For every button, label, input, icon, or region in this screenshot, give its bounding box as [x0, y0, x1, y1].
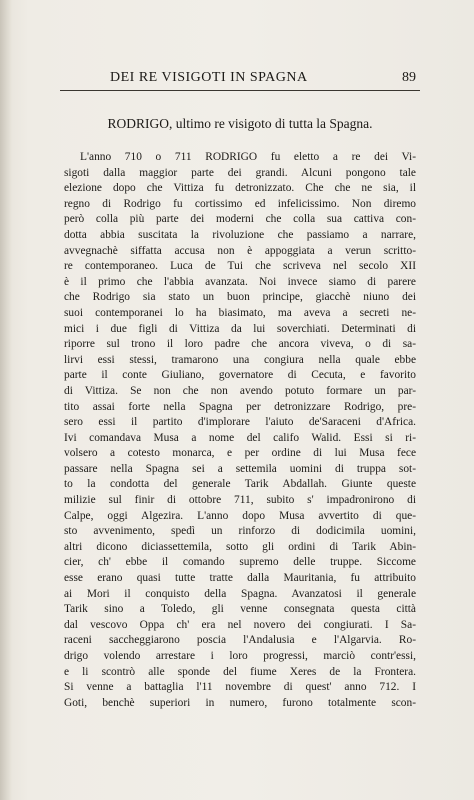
text-line: però colla più parte dei moderni che colla sua cattiva con- [64, 213, 416, 226]
text-line: Tarik sino a Toledo, gli venne consegnata questa città [64, 603, 416, 616]
text-line: suoi contemporanei lo ha biasimato, ma aveva a secreti ne- [64, 306, 416, 319]
text-line: Ivi comandava Musa a nome del califo Walid. Essi si ri- [64, 431, 416, 444]
text-line: e li scontrò alle sponde del fiume Xeres de la Frontera. [64, 665, 416, 678]
text-line: milizie sul finir di ottobre 711, subito s' impadronirono di [64, 494, 416, 507]
text-line: che Rodrigo sia stato un buon principe, giacchè niuno dei [64, 291, 416, 304]
text-line: regno di Rodrigo fu cortissimo ed infelicissimo. Non diremo [64, 197, 416, 210]
text-line: riporre sul trono il loro padre che ancora viveva, o di sa- [64, 338, 416, 351]
section-title: RODRIGO, ultimo re visigoto di tutta la Spagna. [107, 116, 373, 131]
text-line: to la condotta del generale Tarik Abdallah. Giunte queste [64, 478, 416, 491]
body-text [64, 150, 416, 711]
text-line: elezione dopo che Vittiza fu detronizzato. Che che ne sia, il [64, 182, 416, 195]
text-line: di Vittiza. Se non che non avendo potuto formare un par- [64, 384, 416, 397]
text-line: raceni saccheggiarono poscia l'Andalusia e l'Algarvia. Ro- [64, 634, 416, 647]
text-line: sigoti dalla maggior parte dei grandi. Alcuni pongono tale [64, 166, 416, 179]
running-head: DEI RE VISIGOTI IN SPAGNA [110, 70, 308, 85]
text-line: altri dicono diciassettemila, sotto gli ordini di Tarik Abin- [64, 540, 416, 553]
text-line: mici i due figli di Vittiza da lui soverchiati. Determinati di [64, 322, 416, 335]
text-line: lirvi essi stessi, tramarono una congiura nella quale ebbe [64, 353, 416, 366]
text-line: dotta abbia suscitata la rivoluzione che passiamo a narrare, [64, 228, 416, 241]
text-line: passare nella Spagna sei a settemila uomini di truppa sot- [64, 462, 416, 475]
page-number: 89 [402, 70, 416, 85]
text-line: Goti, benchè superiori in numero, furono totalmente scon- [64, 696, 416, 709]
text-line: sto avvenimento, spedì un rinforzo di dodicimila uomini, [64, 525, 416, 538]
text-line: avvegnachè siffatta accusa non è appoggiata a verun scritto- [64, 244, 416, 257]
text-line: re contemporaneo. Luca de Tui che scriveva nel secolo XII [64, 260, 416, 273]
text-line: volsero a cotesto monarca, e per ordine di lui Musa fece [64, 447, 416, 460]
text-line: parte il conte Giuliano, governatore di Cecuta, e favorito [64, 369, 416, 382]
text-line: è il primo che l'abbia avanzata. Noi invece siamo di parere [64, 275, 416, 288]
binding-gutter [0, 0, 12, 800]
text-line: ai Mori il conquisto della Spagna. Avanzatosi il generale [64, 587, 416, 600]
text-line: drigo volendo arrestare i loro progressi, marciò contr'essi, [64, 650, 416, 662]
text-line: sero essi il partito d'implorare l'aiuto de'Saraceni d'Africa. [64, 416, 416, 429]
text-line: Si venne a battaglia l'11 novembre di quest' anno 712. I [64, 681, 416, 694]
text-line: cier, ch' ebbe il comando supremo delle truppe. Siccome [64, 556, 416, 569]
text-line: dal vescovo Oppa ch' era nel novero dei congiurati. I Sa- [64, 618, 416, 631]
text-line: L'anno 710 o 711 RODRIGO fu eletto a re dei Vi- [80, 151, 416, 163]
text-line: esse erano quasi tutte tratte dalla Mauritania, fu attribuito [64, 572, 416, 585]
text-line: Calpe, oggi Algezira. L'anno dopo Musa avvertito di que- [64, 509, 416, 522]
text-line: tito assai forte nella Spagna per detronizzare Rodrigo, pre- [64, 400, 416, 413]
page-header [60, 70, 420, 91]
